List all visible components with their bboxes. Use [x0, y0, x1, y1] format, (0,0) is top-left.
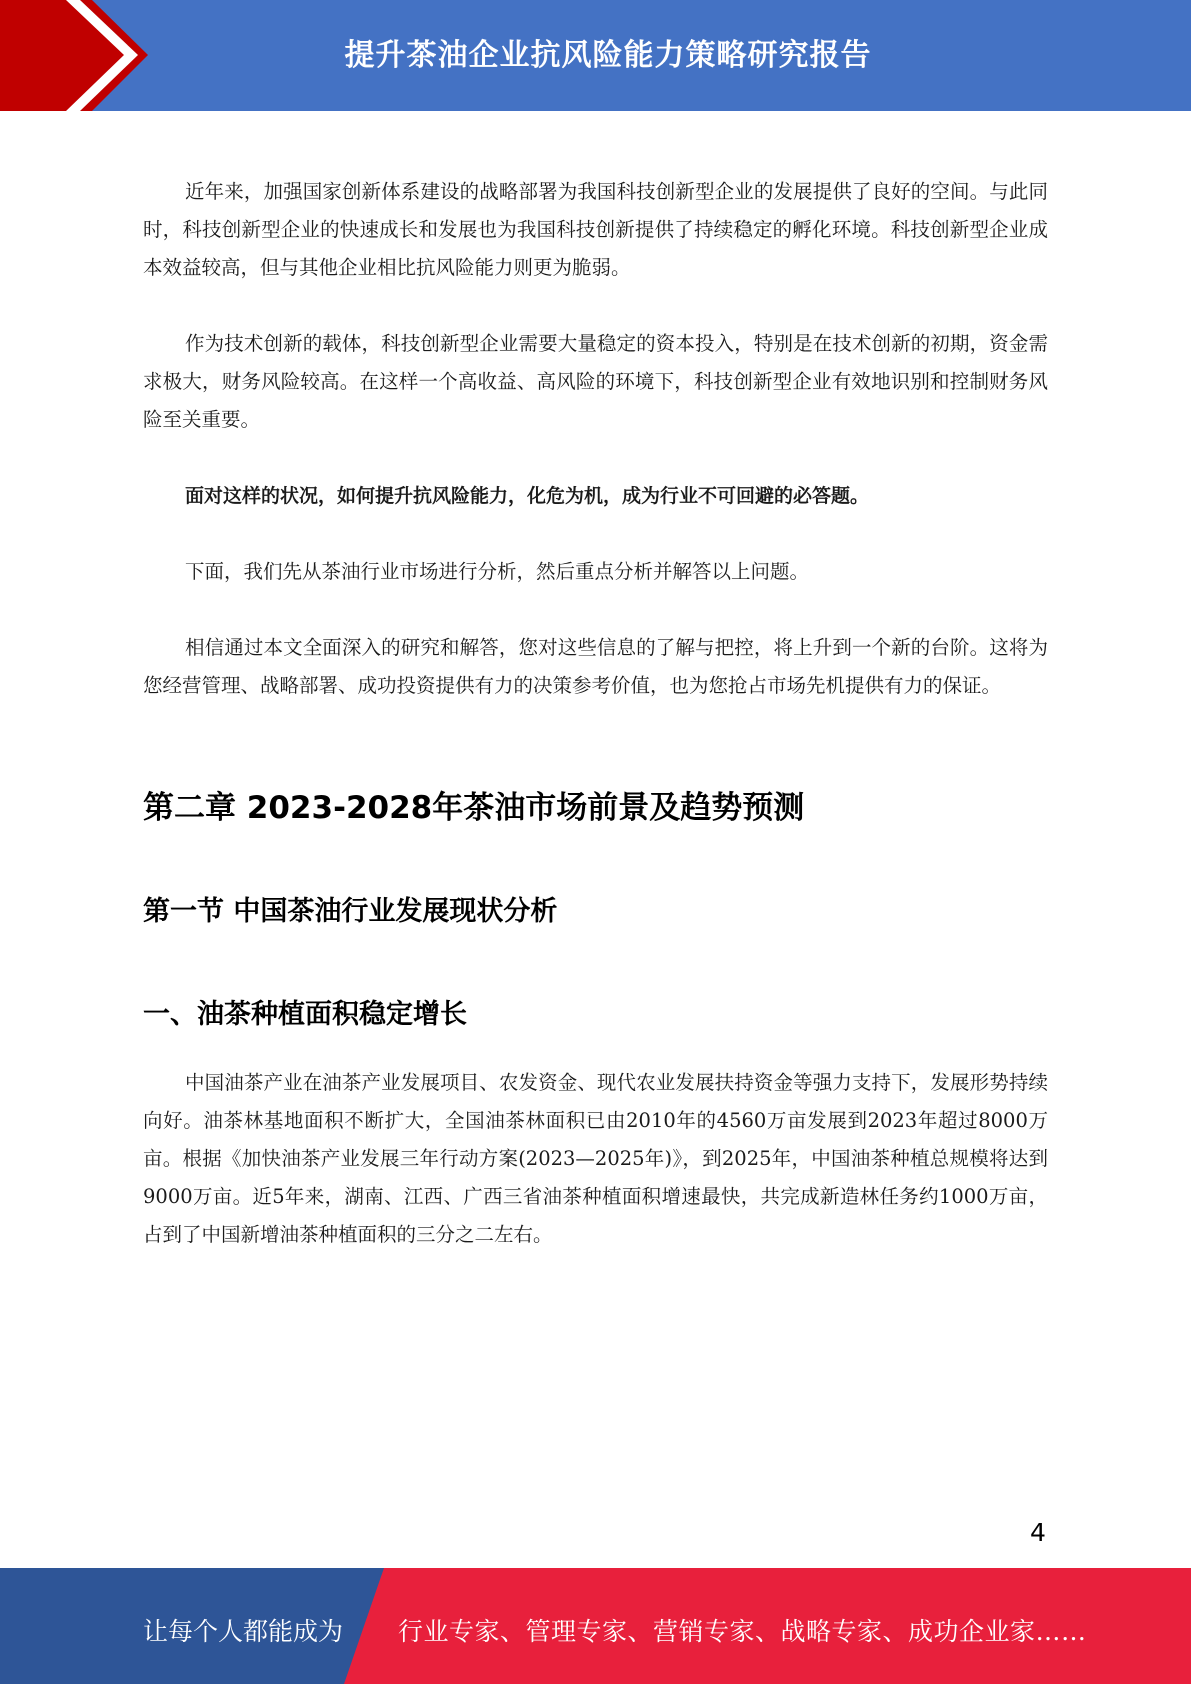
section-title: 第一节 中国茶油行业发展现状分析	[143, 896, 558, 927]
subsection-title: 一、油茶种植面积稳定增长	[143, 999, 467, 1030]
header-banner	[0, 0, 1191, 111]
report-title: 提升茶油企业抗风险能力策略研究报告	[344, 38, 872, 73]
footer-banner	[0, 1568, 1191, 1684]
body-section	[143, 1064, 1048, 1292]
chapter-title: 第二章 2023-2028年茶油市场前景及趋势预测	[143, 790, 805, 826]
paragraph: 中国油茶产业在油茶产业发展项目、农发资金、现代农业发展扶持资金等强力支持下，发展形势持续向好。油茶林基地面积不断扩大，全国油茶林面积已由2010年的4560万亩发展到2023年超过8000万亩。根据《加快油茶产业发展三年行动方案(2023—2025年)》，到2025年，中国油茶种植总规模将达到9000万亩。近5年来，湖南、江西、广西三省油茶种植面积增速最快，共完成新造林任务约1000万亩，占到了中国新增油茶种植面积的三分之二左右。	[143, 1071, 1048, 1246]
paragraph: 作为技术创新的载体，科技创新型企业需要大量稳定的资本投入，特别是在技术创新的初期，资金需求极大，财务风险较高。在这样一个高收益、高风险的环境下，科技创新型企业有效地识别和控制财务风险至关重要。	[143, 332, 1048, 431]
page-number: 4	[1030, 1518, 1046, 1547]
highlight-paragraph: 面对这样的状况，如何提升抗风险能力，化危为机，成为行业不可回避的必答题。	[185, 485, 870, 507]
footer-slogan: 让每个人都能成为	[143, 1617, 344, 1646]
footer-roles: 行业专家、管理专家、营销专家、战略专家、成功企业家……	[398, 1617, 1087, 1646]
paragraph: 近年来，加强国家创新体系建设的战略部署为我国科技创新型企业的发展提供了良好的空间。与此同时，科技创新型企业的快速成长和发展也为我国科技创新提供了持续稳定的孵化环境。科技创新型企业成本效益较高，但与其他企业相比抗风险能力则更为脆弱。	[143, 180, 1048, 279]
intro-section	[143, 173, 1048, 743]
paragraph: 下面，我们先从茶油行业市场进行分析，然后重点分析并解答以上问题。	[185, 560, 810, 583]
paragraph: 相信通过本文全面深入的研究和解答，您对这些信息的了解与把控，将上升到一个新的台阶。这将为您经营管理、战略部署、成功投资提供有力的决策参考价值，也为您抢占市场先机提供有力的保证。	[143, 636, 1048, 697]
